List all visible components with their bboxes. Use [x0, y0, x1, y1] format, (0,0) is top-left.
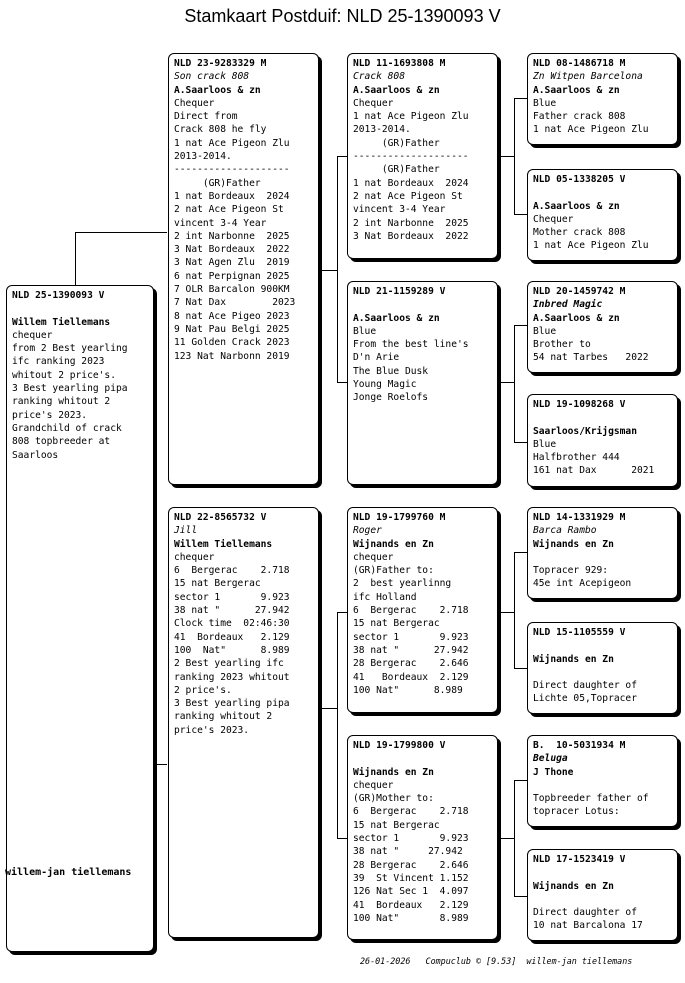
card-line: 1 nat Ace Pigeon Zlu [353, 111, 469, 123]
card-line: 11 Golden Crack 2023 [174, 337, 290, 349]
ring-number: NLD 14-1331929 M [533, 512, 626, 523]
ring-number: NLD 15-1105559 V [533, 627, 626, 638]
card-line [533, 866, 672, 879]
pigeon-card-sire[interactable] [168, 53, 319, 485]
card-line: A.Saarloos & zn [533, 312, 620, 324]
card-line: 100 Nat" 8.989 [353, 684, 463, 696]
card-line: 2 int Narbonne 2025 [353, 217, 469, 229]
card-line: 2013-2014. [174, 151, 232, 163]
card-line: 100 Nat" 8.989 [174, 644, 290, 656]
card-line: (GR)Father [353, 164, 440, 176]
pigeon-card-dam-dam-sire[interactable] [527, 735, 678, 827]
card-line: Blue [533, 325, 557, 337]
card-line: Jonge Roelofs [353, 392, 429, 404]
card-line: Direct from [174, 111, 238, 123]
card-line: Father crack 808 [533, 111, 626, 123]
card-line: A.Saarloos & zn [533, 200, 620, 212]
card-line: 7 Nat Dax 2023 [174, 297, 296, 309]
card-line: 15 nat Bergerac [353, 618, 440, 630]
pigeon-card-dam[interactable] [168, 507, 319, 938]
card-line: vincent 3-4 Year [174, 217, 267, 229]
card-line: (GR)Father [174, 177, 261, 189]
connector-line [514, 98, 527, 99]
pigeon-card-sire-dam-sire[interactable] [527, 281, 678, 373]
card-line: 38 nat " 27.942 [174, 605, 290, 617]
card-line [353, 298, 492, 311]
card-line [533, 893, 672, 906]
connector-line [337, 156, 347, 157]
card-line: J Thone [533, 766, 574, 778]
ring-number: NLD 19-1098268 V [533, 399, 626, 410]
card-line: 2 price's. [174, 684, 232, 696]
ring-number: NLD 05-1338205 V [533, 174, 626, 185]
page-title: Stamkaart Postduif: NLD 25-1390093 V [184, 6, 501, 26]
card-line: Direct daughter of [533, 907, 637, 919]
card-line: 2 best yearlinng [353, 578, 452, 590]
card-line: Brother to [533, 339, 591, 351]
card-line: Young Magic [353, 379, 417, 391]
card-line: Halfbrother 444 [533, 452, 620, 464]
card-line [12, 302, 148, 315]
card-line: Willem Tiellemans [174, 538, 273, 550]
card-line: 28 Bergerac 2.646 [353, 658, 469, 670]
card-line: -------------------- [174, 164, 290, 176]
card-line: topracer Lotus: [533, 806, 620, 818]
ring-number: NLD 23-9283329 M [174, 58, 267, 69]
card-line: chequer [353, 779, 394, 791]
card-line: 3 Best yearling pipa [12, 383, 128, 395]
card-line: Saarloos [12, 449, 59, 461]
card-line: 1 nat Bordeaux 2024 [353, 177, 469, 189]
pigeon-card-dam-dam-dam[interactable] [527, 849, 678, 941]
card-line: Mother crack 808 [533, 227, 626, 239]
card-line: price's 2023. [174, 724, 250, 736]
card-line: 41 Bordeaux 2.129 [174, 631, 290, 643]
card-line: Direct daughter of [533, 680, 637, 692]
pigeon-card-dam-dam[interactable] [347, 735, 498, 940]
ring-number: NLD 20-1459742 M [533, 286, 626, 297]
card-line: 38 nat " 27.942 [353, 644, 469, 656]
card-line: Crack 808 he fly [174, 124, 267, 136]
card-line: Wijnands en Zn [533, 880, 614, 892]
card-line: Jill [174, 525, 198, 537]
card-line: Clock time 02:46:30 [174, 618, 290, 630]
card-line: 3 Nat Bordeaux 2022 [174, 244, 290, 256]
pigeon-card-sire-sire-dam[interactable] [527, 169, 678, 261]
card-line: A.Saarloos & zn [174, 84, 261, 96]
card-line: 6 Bergerac 2.718 [353, 605, 469, 617]
card-line: 2 nat Ace Pigeon St [174, 204, 284, 216]
connector-line [321, 708, 337, 709]
card-line: 161 nat Dax 2021 [533, 465, 655, 477]
pigeon-card-sire-dam-dam[interactable] [527, 394, 678, 487]
card-line: Willem Tiellemans [12, 316, 111, 328]
card-line: -------------------- [353, 151, 469, 163]
card-line: ranking whitout 2 [174, 711, 273, 723]
card-line: 10 nat Barcalona 17 [533, 920, 643, 932]
card-line: 2 int Narbonne 2025 [174, 230, 290, 242]
card-line: Topbreeder father of [533, 793, 649, 805]
connector-line [501, 612, 514, 613]
card-line: 808 topbreeder at [12, 436, 111, 448]
card-line: A.Saarloos & zn [353, 84, 440, 96]
card-line [353, 752, 492, 765]
card-line: ranking whitout 2 [12, 396, 111, 408]
card-line [533, 186, 672, 199]
card-line: 8 nat Ace Pigeo 2023 [174, 310, 290, 322]
card-line [533, 779, 672, 792]
card-line: 9 Nat Pau Belgi 2025 [174, 323, 290, 335]
connector-line [337, 838, 347, 839]
card-line [533, 411, 672, 424]
connector-line [514, 780, 527, 781]
card-line: price's 2023. [12, 409, 88, 421]
card-line: Wijnands en Zn [353, 538, 434, 550]
card-line: 123 Nat Narbonn 2019 [174, 350, 290, 362]
card-line: 6 Bergerac 2.718 [353, 806, 469, 818]
card-line: 39 St Vincent 1.152 [353, 872, 469, 884]
card-line: chequer [12, 329, 53, 341]
card-line: sector 1 9.923 [174, 591, 290, 603]
card-line: (GR)Father to: [353, 565, 434, 577]
card-line: Blue [533, 97, 557, 109]
card-line: 1 nat Bordeaux 2024 [174, 190, 290, 202]
pigeon-card-dam-sire-dam[interactable] [527, 622, 678, 714]
card-line [533, 551, 672, 564]
card-line: Son crack 808 [174, 71, 250, 83]
ring-number: NLD 11-1693808 M [353, 58, 446, 69]
owner-name: willem-jan tiellemans [5, 867, 132, 878]
ring-number: B. 10-5031934 M [533, 740, 626, 751]
card-line: 1 nat Ace Pigeon Zlu [174, 137, 290, 149]
card-line: Blue [353, 325, 377, 337]
connector-line [75, 232, 167, 233]
card-line: 3 Nat Bordeaux 2022 [353, 230, 469, 242]
card-line: A.Saarloos & zn [353, 312, 440, 324]
card-line: ranking 2023 whitout [174, 671, 290, 683]
card-line: Wijnands en Zn [533, 653, 614, 665]
connector-line [337, 382, 347, 383]
card-line: Beluga [533, 753, 568, 765]
connector-line [514, 98, 515, 214]
card-line: 6 Bergerac 2.718 [174, 565, 290, 577]
card-line: Chequer [174, 97, 215, 109]
card-line: 2 Best yearling ifc [174, 658, 284, 670]
footer-credits: 26-01-2026 Compuclub © [9.53] willem-jan tiellemans [360, 956, 633, 966]
card-line: 28 Bergerac 2.646 [353, 859, 469, 871]
card-line: ifc ranking 2023 [12, 356, 105, 368]
connector-line [501, 156, 514, 157]
card-line: Chequer [353, 97, 394, 109]
card-line: From the best line's [353, 339, 469, 351]
ring-number: NLD 17-1523419 V [533, 854, 626, 865]
card-line: (GR)Mother to: [353, 793, 434, 805]
card-line: 41 Bordeaux 2.129 [353, 671, 469, 683]
ring-number: NLD 19-1799760 M [353, 512, 446, 523]
card-line: Chequer [533, 213, 574, 225]
connector-line [514, 214, 527, 215]
connector-line [514, 325, 527, 326]
card-line: from 2 Best yearling [12, 343, 128, 355]
ring-number: NLD 08-1486718 M [533, 58, 626, 69]
connector-line [514, 780, 515, 896]
card-line: 126 Nat Sec 1 4.097 [353, 886, 469, 898]
card-line: D'n Arie [353, 352, 400, 364]
card-line: Saarloos/Krijgsman [533, 425, 637, 437]
card-line: 1 nat Ace Pigeon Zlu [533, 240, 649, 252]
card-line: sector 1 9.923 [353, 631, 469, 643]
connector-line [514, 442, 527, 443]
connector-line [337, 612, 338, 838]
card-line: 2 nat Ace Pigeon St [353, 190, 463, 202]
connector-line [501, 838, 514, 839]
card-line: Wijnands en Zn [353, 766, 434, 778]
card-line: Blue [533, 438, 557, 450]
card-line: 3 Best yearling pipa [174, 698, 290, 710]
connector-line [514, 668, 527, 669]
card-line: Lichte 05,Topracer [533, 693, 637, 705]
card-line: Inbred Magic [533, 299, 603, 311]
card-line: vincent 3-4 Year [353, 204, 446, 216]
pigeon-card-sire-dam[interactable] [347, 281, 498, 485]
connector-line [514, 552, 527, 553]
card-line: 3 Nat Agen Zlu 2019 [174, 257, 290, 269]
card-line: Topracer 929: [533, 565, 609, 577]
card-line: 6 nat Perpignan 2025 [174, 270, 290, 282]
card-line [533, 666, 672, 679]
card-line: 1 nat Ace Pigeon Zlu [533, 124, 649, 136]
pigeon-card-sire-sire-sire[interactable] [527, 53, 678, 145]
pigeon-card-subject[interactable] [6, 285, 154, 952]
card-line: 54 nat Tarbes 2022 [533, 352, 649, 364]
ring-number: NLD 21-1159289 V [353, 286, 446, 297]
card-line: The Blue Dusk [353, 365, 429, 377]
card-line: Zn Witpen Barcelona [533, 71, 643, 83]
card-line: 38 nat " 27.942 [353, 846, 463, 858]
card-line: Wijnands en Zn [533, 538, 614, 550]
ring-number: NLD 22-8565732 V [174, 512, 267, 523]
card-line: whitout 2 price's. [12, 369, 116, 381]
card-line [533, 639, 672, 652]
card-line: Barca Rambo [533, 525, 597, 537]
card-line: (GR)Father [353, 137, 440, 149]
connector-line [337, 156, 338, 382]
card-line: 45e int Acepigeon [533, 578, 632, 590]
ring-number: NLD 19-1799800 V [353, 740, 446, 751]
card-line: 41 Bordeaux 2.129 [353, 899, 469, 911]
pigeon-card-sire-sire[interactable] [347, 53, 498, 259]
card-line: Crack 808 [353, 71, 405, 83]
connector-line [337, 612, 347, 613]
card-line: A.Saarloos & zn [533, 84, 620, 96]
connector-line [514, 325, 515, 442]
connector-line [321, 270, 337, 271]
card-line: chequer [353, 551, 394, 563]
card-line: 100 Nat" 8.989 [353, 912, 469, 924]
pigeon-card-dam-sire-sire[interactable] [527, 507, 678, 599]
connector-line [514, 896, 527, 897]
connector-line [501, 382, 514, 383]
card-line: 2013-2014. [353, 124, 411, 136]
card-line: 15 nat Bergerac [174, 578, 261, 590]
ring-number: NLD 25-1390093 V [12, 290, 105, 301]
card-line: sector 1 9.923 [353, 833, 469, 845]
pigeon-card-dam-sire[interactable] [347, 507, 498, 713]
card-line: Roger [353, 525, 382, 537]
connector-line [514, 552, 515, 668]
card-line: ifc Holland [353, 591, 417, 603]
card-line: 15 nat Bergerac [353, 819, 440, 831]
card-line: 7 OLR Barcalon 900KM [174, 284, 290, 296]
card-line: chequer [174, 551, 215, 563]
card-line: Grandchild of crack [12, 422, 122, 434]
